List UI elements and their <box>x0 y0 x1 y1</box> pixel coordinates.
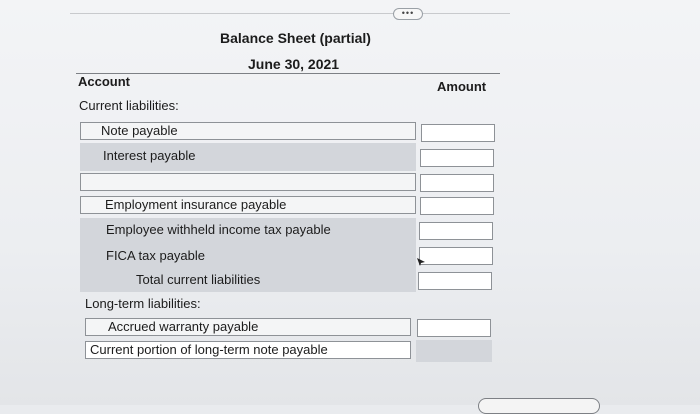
interest-payable-label: Interest payable <box>103 148 196 163</box>
amount-input-note-payable[interactable] <box>421 124 495 142</box>
amount-input-blank-row[interactable] <box>420 174 494 192</box>
amount-input-employment-insurance[interactable] <box>420 197 494 215</box>
amount-input-interest-payable[interactable] <box>420 149 494 167</box>
amount-input-fica[interactable] <box>419 247 493 265</box>
account-input-accrued-warranty[interactable]: Accrued warranty payable <box>85 318 411 336</box>
account-input-blank[interactable] <box>80 173 416 191</box>
account-input-employment-insurance[interactable]: Employment insurance payable <box>80 196 416 214</box>
long-term-liabilities-label: Long-term liabilities: <box>85 296 201 311</box>
employee-withheld-label: Employee withheld income tax payable <box>106 222 331 237</box>
amount-input-employee-withheld[interactable] <box>419 222 493 240</box>
fica-tax-label: FICA tax payable <box>106 248 205 263</box>
amount-band <box>416 340 492 362</box>
total-current-liabilities-label: Total current liabilities <box>136 272 261 287</box>
amount-input-accrued-warranty[interactable] <box>417 319 491 337</box>
amount-column-header: Amount <box>437 79 487 94</box>
account-column-header: Account <box>78 74 130 89</box>
header-divider <box>76 73 500 74</box>
current-liabilities-label: Current liabilities: <box>79 98 179 113</box>
account-input-note-payable[interactable]: Note payable <box>80 122 416 140</box>
more-options-button[interactable]: ••• <box>393 8 423 20</box>
sheet-title: Balance Sheet (partial) <box>220 30 371 46</box>
mouse-cursor-icon <box>416 257 426 267</box>
account-input-current-portion[interactable]: Current portion of long-term note payable <box>85 341 411 359</box>
amount-input-total-current[interactable] <box>418 272 492 290</box>
top-divider <box>70 13 510 14</box>
sheet-date: June 30, 2021 <box>248 56 340 72</box>
bottom-nav-tab[interactable] <box>478 398 600 414</box>
